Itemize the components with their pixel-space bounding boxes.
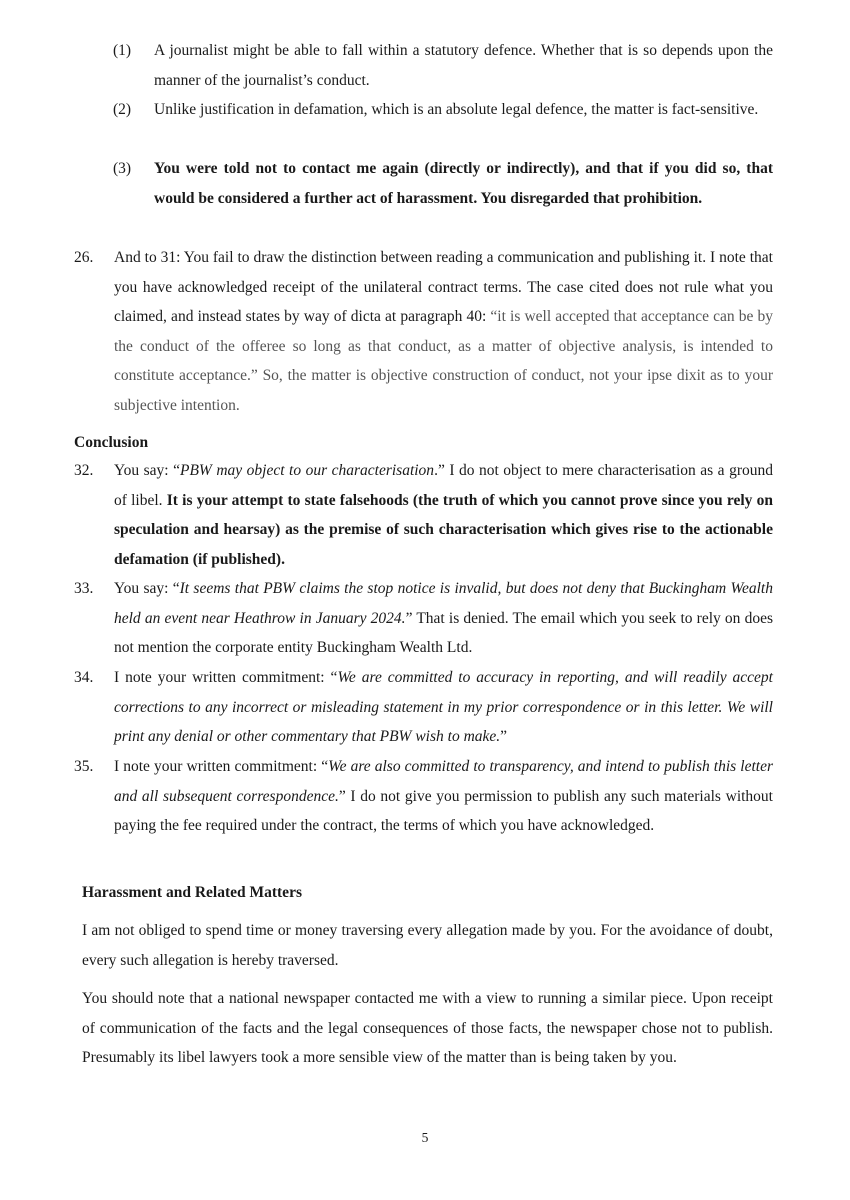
section-heading-conclusion: Conclusion (74, 434, 149, 451)
quoted-dicta: “it is well accepted that acceptance can be by the conduct of the offeree so long as that conduct, as a matter of objective analysis, is intended to constitute acceptance.” So, the matter is objective construction of conduct, not your ipse dixit as to your subjective intention. (114, 308, 773, 414)
quoted-text: It seems that PBW claims the stop notice is invalid, but does not deny that Buckingham Wealth held an event near Heathrow in January 2024. (114, 580, 773, 627)
subitem-number: (1) (113, 42, 132, 59)
paragraph-text (114, 243, 773, 420)
paragraph-number: 32. (74, 462, 94, 479)
paragraph-text-part: .” I do not object to mere characterisation as a ground of libel. (114, 462, 773, 509)
paragraph-text-part: I note your written commitment: “ (114, 758, 329, 775)
paragraph-text-part: ” That is denied. The email which you seek to rely on does not mention the corporate entity Buckingham Wealth Ltd. (114, 609, 773, 656)
subitem-number: (2) (113, 101, 132, 118)
paragraph-number: 35. (74, 758, 94, 775)
subitem-text: You were told not to contact me again (directly or indirectly), and that if you did so, that would be considered a further act of harassment. You disregarded that prohibition. (154, 160, 773, 207)
paragraph-text (114, 574, 773, 663)
paragraph-text-part: And to 31: You fail to draw the distinction between reading a communication and publishing it. I note that you have acknowledged receipt of the unilateral contract terms. The case cited does not rule what you claimed, and instead states by way of dicta at paragraph 40: (114, 249, 773, 325)
quoted-text: We are committed to accuracy in reporting, and will readily accept corrections to any incorrect or misleading statement in my prior correspondence or in this letter. We will print any denial or other commentary that PBW wish to make. (114, 669, 773, 745)
paragraph-number: 33. (74, 580, 94, 597)
paragraph-text (114, 663, 773, 752)
emphasised-text: It is your attempt to state falsehoods (the truth of which you cannot prove since you rely on speculation and hearsay) as the premise of such characterisation which gives rise to the actionable defamation (if published). (114, 491, 773, 568)
subitem-number: (3) (113, 160, 132, 177)
section-heading-harassment: Harassment and Related Matters (82, 884, 302, 901)
page-number: 5 (421, 1130, 429, 1145)
paragraph-text-part: You say: “ (114, 580, 180, 597)
paragraph-text (114, 456, 773, 574)
quoted-text: We are also committed to transparency, and intend to publish this letter and all subsequent correspondence. (114, 758, 773, 805)
paragraph-text (114, 752, 773, 841)
paragraph-text-part: ” (500, 728, 508, 745)
subitem-text: A journalist might be able to fall within a statutory defence. Whether that is so depends upon the manner of the journalist’s conduct. (154, 42, 773, 89)
paragraph-number: 26. (74, 249, 94, 266)
paragraph-text-part: ” I do not give you permission to publish any such materials without paying the fee required under the contract, the terms of which you have acknowledged. (114, 787, 773, 834)
paragraph-number: 34. (74, 669, 94, 686)
quoted-text: PBW may object to our characterisation (179, 462, 435, 479)
subitem-text: Unlike justification in defamation, which is an absolute legal defence, the matter is fact-sensitive. (154, 101, 759, 118)
body-paragraph: I am not obliged to spend time or money traversing every allegation made by you. For the avoidance of doubt, every such allegation is hereby traversed. (82, 922, 773, 969)
paragraph-text-part: You say: “ (114, 462, 180, 479)
body-paragraph: You should note that a national newspaper contacted me with a view to running a similar piece. Upon receipt of communication of the facts and the legal consequences of those facts, the newspaper chose not to publish. Presumably its libel lawyers took a more sensible view of the matter than is being taken by you. (82, 990, 773, 1066)
paragraph-text-part: I note your written commitment: “ (114, 669, 338, 686)
